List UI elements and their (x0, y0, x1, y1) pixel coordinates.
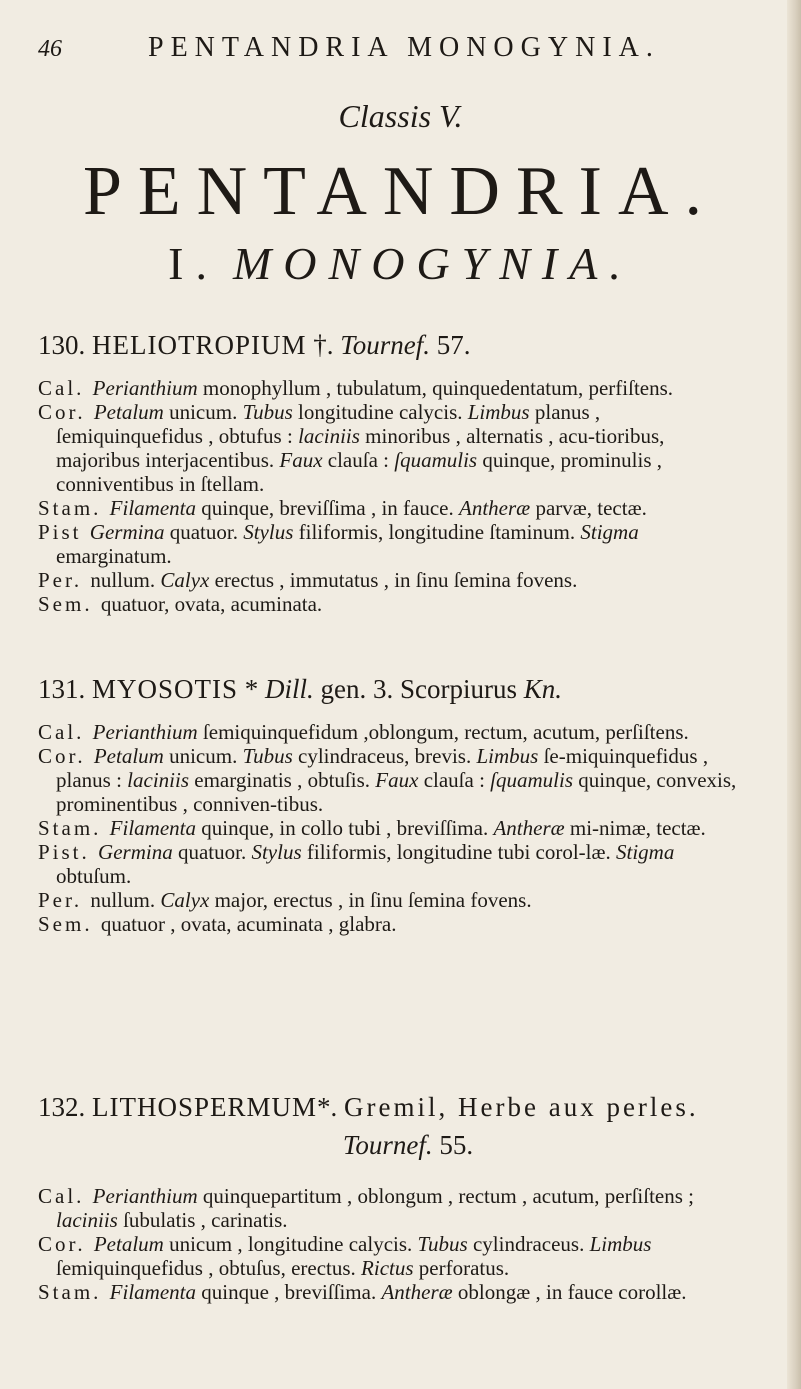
entry-text: Perianthium quinquepartitum , oblongum , rectum , acutum, perſiſtens ; laciniis ſubulatis , carinatis. (56, 1184, 694, 1232)
entry-key: Pist. (38, 840, 99, 864)
entry-key: Per. (38, 888, 91, 912)
entry-text: Petalum unicum. Tubus longitudine calycis. Limbus planus , ſemiquinquefidus , obtufus : laciniis minoribus , alternatis , acu-tioribus, majoribus interjacentibus. Faux clauſa : ſquamulis quinque, prominulis , conniventibus in ſtellam. (56, 400, 665, 496)
genus-page: 55. (439, 1130, 474, 1160)
description-entry (38, 840, 738, 888)
genus-name: LITHOSPERMUM (92, 1092, 318, 1122)
order-name: MONOGYNIA. (232, 238, 633, 289)
genus-heading-myosotis (38, 674, 778, 705)
entry-text: Filamenta quinque, breviſſima , in fauce. Antheræ parvæ, tectæ. (109, 496, 647, 520)
entry-key: Pist (38, 520, 90, 544)
description-entry (38, 400, 738, 496)
entry-key: Sem. (38, 592, 101, 616)
genus-page: 57. (436, 330, 471, 360)
description-entry (38, 592, 738, 616)
entry-text: Petalum unicum. Tubus cylindraceus, brevis. Limbus ſe-miquinquefidus , planus : laciniis emarginatis , obtuſis. Faux clauſa : ſquamulis quinque, convexis, prominentibus , conniven-tibus. (56, 744, 737, 816)
classis-heading: Classis V. (338, 98, 463, 134)
description-entry (38, 520, 738, 568)
description-entry (38, 376, 738, 400)
genus-description-lithospermum (38, 1184, 738, 1304)
genus-synonym: Scorpiurus (400, 674, 518, 704)
description-entry (38, 1184, 738, 1232)
running-title: PENTANDRIA MONOGYNIA. (148, 32, 660, 63)
entry-text: quatuor, ovata, acuminata. (100, 592, 323, 616)
entry-text: Perianthium ſemiquinquefidum ,oblongum, rectum, acutum, perſiſtens. (92, 720, 689, 744)
order-number: I. (168, 238, 219, 289)
genus-name: HELIOTROPIUM (92, 330, 307, 360)
description-entry (38, 496, 738, 520)
entry-text: nullum. Calyx major, erectus , in ſinu ſemina fovens. (90, 888, 532, 912)
genus-heading-heliotropium (38, 330, 778, 361)
entry-text: Filamenta quinque, in collo tubi , breviſſima. Antheræ mi-nimæ, tectæ. (109, 816, 706, 840)
description-entry (38, 912, 738, 936)
entry-key: Sem. (38, 912, 101, 936)
entry-key: Stam. (38, 816, 110, 840)
genus-authority: Dill. (265, 674, 314, 704)
page-number: 46 (38, 36, 62, 62)
genus-mark: †. (313, 330, 334, 360)
genus-description-myosotis (38, 720, 738, 936)
genus-number: 132. (38, 1092, 86, 1122)
genus-name: MYOSOTIS (92, 674, 239, 704)
entry-key: Cal. (38, 1184, 93, 1208)
genus-synonym-authority: Kn. (523, 674, 563, 704)
running-header (38, 32, 778, 66)
genus-number: 131. (38, 674, 86, 704)
entry-key: Cal. (38, 720, 93, 744)
entry-text: Germina quatuor. Stylus filiformis, longitudine ſtaminum. Stigma emarginatum. (56, 520, 639, 568)
entry-key: Stam. (38, 496, 110, 520)
genus-page: gen. 3. (320, 674, 394, 704)
description-entry (38, 816, 738, 840)
genus-authority: Tournef. (340, 330, 431, 360)
entry-text: quatuor , ovata, acuminata , glabra. (100, 912, 397, 936)
description-entry (38, 1232, 738, 1280)
description-entry (38, 744, 738, 816)
entry-text: Petalum unicum , longitudine calycis. Tubus cylindraceus. Limbus ſemiquinquefidus , obtuſus, erectus. Rictus perforatus. (56, 1232, 652, 1280)
class-title: PENTANDRIA. (82, 153, 719, 230)
entry-key: Cal. (38, 376, 93, 400)
genus-heading-lithospermum (38, 1092, 778, 1172)
order-title (0, 237, 801, 290)
genus-number: 130. (38, 330, 86, 360)
description-entry (38, 568, 738, 592)
description-entry (38, 720, 738, 744)
genus-vernacular: Gremil, Herbe aux perles. (344, 1092, 699, 1122)
entry-text: Germina quatuor. Stylus filiformis, longitudine tubi corol-læ. Stigma obtuſum. (56, 840, 675, 888)
entry-key: Per. (38, 568, 91, 592)
entry-text: nullum. Calyx erectus , immutatus , in ſinu ſemina fovens. (90, 568, 578, 592)
entry-text: Filamenta quinque , breviſſima. Antheræ oblongæ , in fauce corollæ. (109, 1280, 687, 1304)
entry-key: Cor. (38, 1232, 94, 1256)
entry-key: Stam. (38, 1280, 110, 1304)
entry-text: Perianthium monophyllum , tubulatum, quinquedentatum, perfiſtens. (92, 376, 674, 400)
entry-key: Cor. (38, 400, 94, 424)
entry-key: Cor. (38, 744, 94, 768)
description-entry (38, 1280, 738, 1304)
genus-description-heliotropium (38, 376, 738, 616)
genus-authority: Tournef. (342, 1130, 433, 1160)
genus-mark: *. (317, 1092, 338, 1122)
genus-citation (38, 1130, 778, 1161)
description-entry (38, 888, 738, 912)
genus-mark: * (244, 674, 259, 704)
